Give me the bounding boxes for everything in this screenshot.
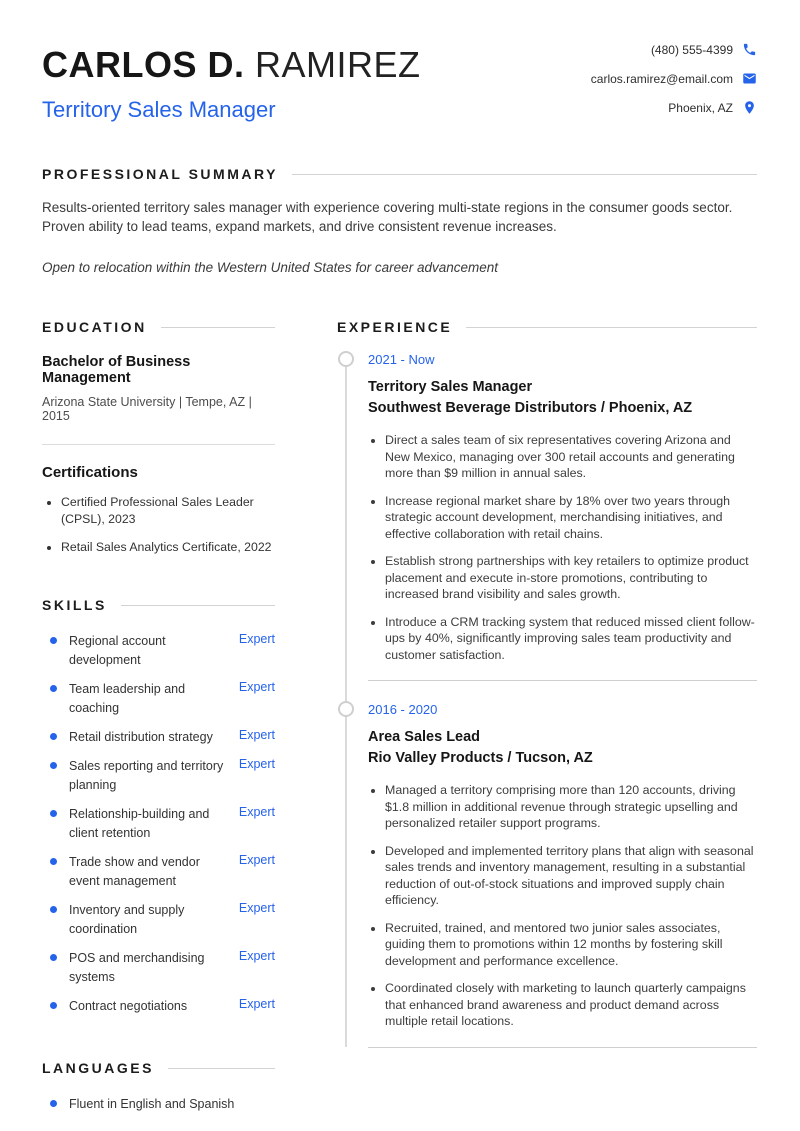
certifications-list <box>42 494 275 556</box>
language-row <box>42 1095 275 1114</box>
location-text: Phoenix, AZ <box>668 100 733 115</box>
phone-number: (480) 555-4399 <box>650 42 733 57</box>
languages-heading: LANGUAGES <box>42 1060 154 1076</box>
entry-company: Rio Valley Products / Tucson, AZ <box>368 750 593 766</box>
entry-bullet: • Introduce a CRM tracking system that reduced missed client follow-ups by 40%, significantly improving sales team productivity and customer satisfaction. <box>385 614 757 664</box>
contact-phone-row <box>651 42 757 57</box>
skill-level: Expert <box>238 901 275 915</box>
languages-list <box>42 1095 275 1114</box>
experience-entry <box>337 352 757 663</box>
entry-bullet: • Developed and implemented territory plans that align with seasonal sales trends and inventory management, resulting in a substantial reduction of out-of-stock situations and improved supply chain efficiency. <box>385 843 757 909</box>
entry-company: Southwest Beverage Distributors / Phoenix, AZ <box>368 400 693 416</box>
email-address: carlos.ramirez@email.com <box>590 71 733 86</box>
skill-row <box>42 853 275 891</box>
bullet-dot-icon <box>50 637 57 644</box>
contact-email-row <box>591 71 757 86</box>
skill-name: Sales reporting and territory planning <box>69 759 224 792</box>
entry-bullet: • Managed a territory comprising more than 120 accounts, driving $1.8 million in additional revenue through strategic upselling and personalized retailer support programs. <box>385 782 757 832</box>
certification-item: • Retail Sales Analytics Certificate, 2022 <box>61 539 275 556</box>
summary-text: Results-oriented territory sales manager with experience covering multi-state regions in the consumer goods sector. Proven ability to lead teams, expand markets, and drive consistent revenue increases. <box>42 200 733 234</box>
summary-heading-row <box>42 166 757 182</box>
skill-name: Regional account development <box>69 634 166 667</box>
bullet-dot-icon <box>50 1100 57 1107</box>
bullet-dot-icon <box>50 685 57 692</box>
skill-name: Retail distribution strategy <box>69 730 213 744</box>
education-section <box>42 319 275 556</box>
header <box>42 40 757 123</box>
entry-bullet: • Coordinated closely with marketing to launch quarterly campaigns that enhanced brand awareness and product demand across multiple retail locations. <box>385 980 757 1030</box>
certifications-heading: Certifications <box>42 464 138 481</box>
degree-meta: Arizona State University | Tempe, AZ | 2015 <box>42 395 252 423</box>
experience-heading-row <box>337 319 757 335</box>
candidate-last-name: RAMIREZ <box>255 44 421 85</box>
envelope-icon <box>742 71 757 86</box>
candidate-first-name: CARLOS D. <box>42 44 245 85</box>
heading-rule <box>292 174 757 175</box>
skills-list <box>42 632 275 1016</box>
relocation-note: Open to relocation within the Western United States for career advancement <box>42 260 498 275</box>
skill-level: Expert <box>238 949 275 963</box>
heading-rule <box>466 327 757 328</box>
heading-rule <box>161 327 275 328</box>
skill-name: Trade show and vendor event management <box>69 855 200 888</box>
summary-heading: PROFESSIONAL SUMMARY <box>42 166 278 182</box>
skill-name: Relationship-building and client retention <box>69 807 210 840</box>
entry-divider <box>368 680 757 681</box>
entry-job-title: Area Sales Lead <box>368 729 481 745</box>
skills-section <box>42 597 275 1016</box>
education-heading-row <box>42 319 275 335</box>
identity-block <box>42 40 421 123</box>
language-text: Fluent in English and Spanish <box>69 1097 235 1111</box>
bullet-dot-icon <box>50 858 57 865</box>
skill-name: Inventory and supply coordination <box>69 903 185 936</box>
skill-row <box>42 757 275 795</box>
skill-level: Expert <box>238 728 275 742</box>
candidate-title: Territory Sales Manager <box>42 97 276 122</box>
skills-heading-row <box>42 597 275 613</box>
skill-row <box>42 901 275 939</box>
entry-divider <box>368 1047 757 1048</box>
skill-level: Expert <box>238 632 275 646</box>
skill-row <box>42 632 275 670</box>
bullet-dot-icon <box>50 954 57 961</box>
skill-row <box>42 805 275 843</box>
entry-bullet: • Establish strong partnerships with key retailers to optimize product placement and execute in-store promotions, contributing to increased brand visibility and sales growth. <box>385 553 757 603</box>
skills-heading: SKILLS <box>42 597 107 613</box>
skill-level: Expert <box>238 997 275 1011</box>
skill-level: Expert <box>238 757 275 771</box>
experience-timeline <box>337 352 757 1048</box>
columns <box>42 319 757 1124</box>
timeline-circle-icon <box>338 351 354 367</box>
entry-bullet: • Increase regional market share by 18% over two years through strategic account development, merchandising initiatives, and effective collaboration with retail chains. <box>385 493 757 543</box>
entry-dates: 2016 - 2020 <box>368 702 438 717</box>
skill-name: Contract negotiations <box>69 999 188 1013</box>
skill-row <box>42 728 275 747</box>
education-heading: EDUCATION <box>42 319 147 335</box>
certification-item: • Certified Professional Sales Leader (CPSL), 2023 <box>61 494 275 528</box>
experience-entry <box>337 702 757 1030</box>
left-column <box>42 319 275 1124</box>
skill-level: Expert <box>238 853 275 867</box>
skill-row <box>42 949 275 987</box>
entry-job-title: Territory Sales Manager <box>368 379 533 395</box>
skill-name: POS and merchandising systems <box>69 951 205 984</box>
degree-title: Bachelor of Business Management <box>42 354 191 386</box>
map-pin-icon <box>742 100 757 115</box>
bullet-dot-icon <box>50 906 57 913</box>
timeline-circle-icon <box>338 701 354 717</box>
phone-icon <box>742 42 757 57</box>
contact-block <box>591 42 757 115</box>
entry-bullet-list <box>368 782 757 1030</box>
entry-dates: 2021 - Now <box>368 352 435 367</box>
heading-rule <box>168 1068 275 1069</box>
skill-level: Expert <box>238 680 275 694</box>
section-divider <box>42 444 275 445</box>
skill-row <box>42 997 275 1016</box>
entry-bullet-list <box>368 432 757 663</box>
entry-bullet: • Recruited, trained, and mentored two junior sales associates, guiding them to promotions within 12 months by fostering skill development and performance excellence. <box>385 920 757 970</box>
candidate-name <box>42 44 421 86</box>
bullet-dot-icon <box>50 810 57 817</box>
experience-heading: EXPERIENCE <box>337 319 453 335</box>
right-column <box>337 319 757 1124</box>
skill-row <box>42 680 275 718</box>
summary-section <box>42 166 757 275</box>
bullet-dot-icon <box>50 733 57 740</box>
languages-section <box>42 1060 275 1114</box>
entry-bullet: • Direct a sales team of six representatives covering Arizona and New Mexico, managing over 300 retail accounts and generating more than $9 million in annual sales. <box>385 432 757 482</box>
skill-name: Team leadership and coaching <box>69 682 186 715</box>
heading-rule <box>121 605 275 606</box>
contact-location-row <box>668 100 757 115</box>
bullet-dot-icon <box>50 1002 57 1009</box>
bullet-dot-icon <box>50 762 57 769</box>
languages-heading-row <box>42 1060 275 1076</box>
skill-level: Expert <box>238 805 275 819</box>
